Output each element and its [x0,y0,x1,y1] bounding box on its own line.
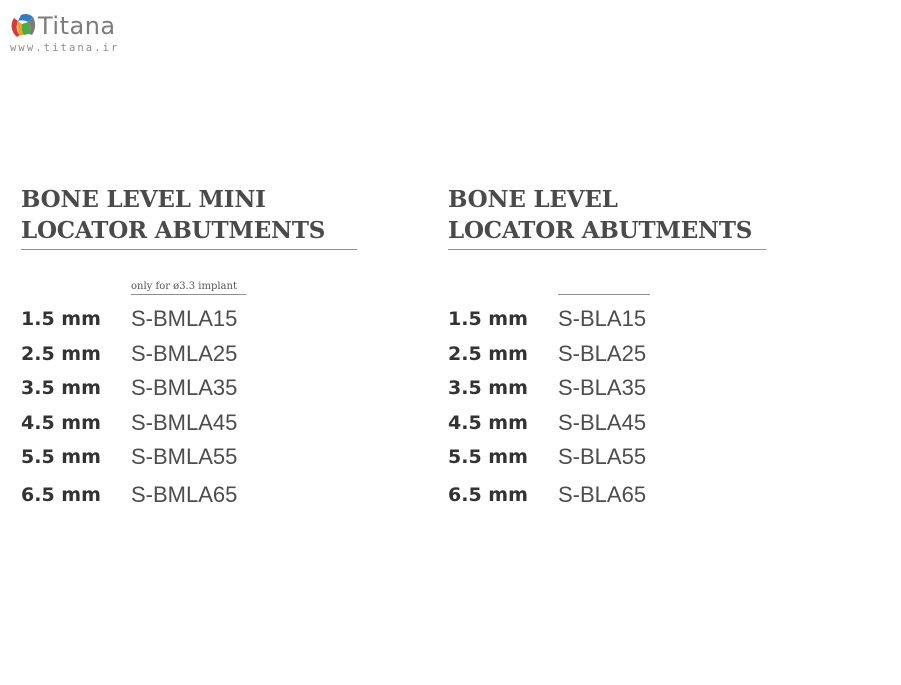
height-label: 4.5 mm [21,411,101,434]
height-label: 4.5 mm [448,411,528,434]
height-label: 6.5 mm [448,483,528,506]
implant-note [131,281,246,295]
product-code: S-BLA55 [558,444,647,470]
title-line-1: BONE LEVEL MINI [21,186,266,213]
note-divider [131,294,246,295]
product-code: S-BMLA45 [131,409,238,435]
height-label: 1.5 mm [448,308,528,330]
section-title [21,184,366,246]
height-label: 5.5 mm [448,446,528,469]
height-label: 2.5 mm [21,342,101,365]
title-line-2: LOCATOR ABUTMENTS [21,217,326,244]
height-label: 3.5 mm [448,377,528,400]
product-code: S-BLA45 [558,409,647,435]
title-divider [448,249,766,250]
implant-note [558,281,650,295]
height-label: 1.5 mm [21,308,101,330]
height-label: 3.5 mm [21,377,101,400]
title-line-2: LOCATOR ABUTMENTS [448,217,753,244]
height-label: 6.5 mm [21,483,101,506]
bone-level-mini-section [21,184,366,507]
bone-level-section [448,184,793,507]
product-code: S-BMLA15 [131,306,238,331]
product-code: S-BMLA25 [131,340,238,366]
product-code: S-BLA35 [558,375,647,401]
product-code: S-BLA65 [558,481,647,507]
height-label: 5.5 mm [21,446,101,469]
height-label: 2.5 mm [448,342,528,365]
title-divider [21,249,357,250]
product-code: S-BMLA35 [131,375,238,401]
product-code: S-BMLA65 [131,481,238,507]
note-divider [558,294,650,295]
product-code: S-BLA25 [558,340,647,366]
logo-url: www.titana.ir [10,42,120,54]
implant-note-text: only for ø3.3 implant [131,281,237,292]
product-code: S-BLA15 [558,306,647,331]
section-title [448,184,793,246]
logo-wordmark: Titana [38,12,116,40]
titana-logo-icon [8,11,38,41]
product-code: S-BMLA55 [131,444,238,470]
title-line-1: BONE LEVEL [448,186,618,213]
titana-logo[interactable] [8,11,123,55]
implant-note-text [558,281,650,293]
